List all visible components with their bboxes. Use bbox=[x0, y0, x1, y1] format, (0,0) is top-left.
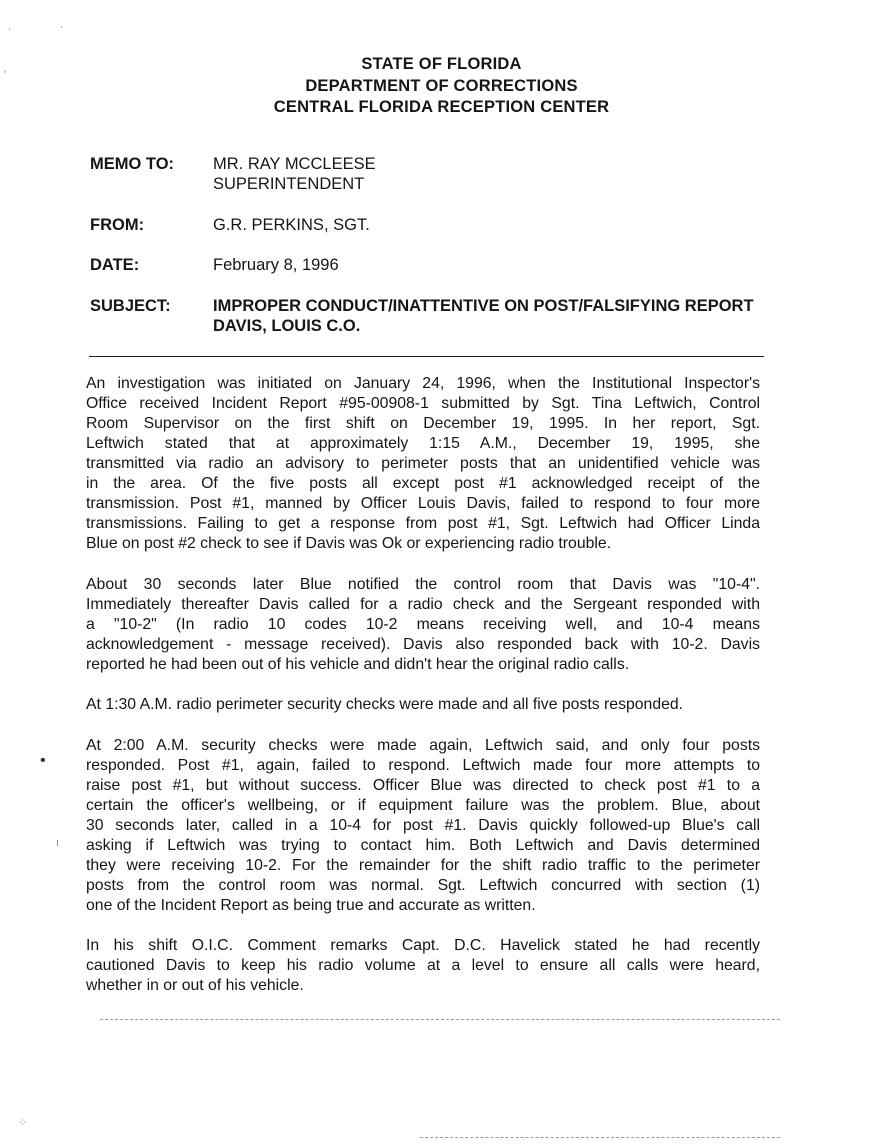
paragraph-line: Leftwich stated that at approximately 1:15 A.M., December 19, 1995, she bbox=[86, 435, 760, 452]
paragraph-line: responded. Post #1, again, failed to respond. Leftwich made four more attempts to bbox=[86, 757, 760, 774]
paragraph-line: a "10-2" (In radio 10 codes 10-2 means receiving well, and 10-4 means bbox=[86, 616, 760, 633]
bottom-divider bbox=[420, 1137, 780, 1138]
memo-subject-line1: IMPROPER CONDUCT/INATTENTIVE ON POST/FALSIFYING REPORT bbox=[213, 297, 754, 315]
paragraph-4 bbox=[86, 736, 760, 916]
paragraph-line: asking if Leftwich was trying to contact him. Both Leftwich and Davis determined bbox=[86, 837, 760, 854]
paragraph-line: transmitted via radio an advisory to perimeter posts that an unidentified vehicle was bbox=[86, 455, 760, 472]
paragraph-3 bbox=[86, 695, 760, 715]
memo-to-label: MEMO TO: bbox=[90, 155, 175, 173]
paragraph-line: An investigation was initiated on January 24, 1996, when the Institutional Inspector's bbox=[86, 375, 760, 392]
paragraph-line: Office received Incident Report #95-00908-1 submitted by Sgt. Tina Leftwich, Control bbox=[86, 395, 760, 412]
paragraph-2 bbox=[86, 575, 760, 675]
paragraph-line: In his shift O.I.C. Comment remarks Capt. D.C. Havelick stated he had recently bbox=[86, 937, 760, 954]
memo-date-label: DATE: bbox=[90, 256, 140, 274]
memo-subject-label: SUBJECT: bbox=[90, 297, 171, 315]
paragraph-line: acknowledgement - message received). Davis also responded back with 10-2. Davis bbox=[86, 636, 760, 653]
memo-to-name: MR. RAY MCCLEESE bbox=[213, 155, 376, 173]
paragraph-line: in the area. Of the five posts all except post #1 acknowledged receipt of the bbox=[86, 475, 760, 492]
scan-speck: . bbox=[60, 19, 64, 31]
scan-speck: ' bbox=[4, 69, 7, 81]
letterhead-department: DEPARTMENT OF CORRECTIONS bbox=[305, 77, 578, 95]
paragraph-line: transmissions. Failing to get a response from post #1, Sgt. Leftwich had Officer Linda bbox=[86, 515, 760, 532]
letterhead-state: STATE OF FLORIDA bbox=[361, 55, 522, 73]
paragraph-line: posts from the control room was normal. Sgt. Leftwich concurred with section (1) bbox=[86, 877, 760, 894]
footer-divider bbox=[100, 1019, 780, 1020]
paragraph-line: transmission. Post #1, manned by Officer Louis Davis, failed to respond to four more bbox=[86, 495, 760, 512]
memo-subject-line2: DAVIS, LOUIS C.O. bbox=[213, 317, 361, 335]
paragraph-line: Blue on post #2 check to see if Davis was Ok or experiencing radio trouble. bbox=[86, 535, 612, 552]
paragraph-line: 30 seconds later, called in a 10-4 for post #1. Davis quickly followed-up Blue's call bbox=[86, 817, 760, 834]
paragraph-line: reported he had been out of his vehicle and didn't hear the original radio calls. bbox=[86, 656, 630, 673]
paragraph-5 bbox=[86, 936, 760, 996]
letterhead-center: CENTRAL FLORIDA RECEPTION CENTER bbox=[273, 98, 610, 116]
scan-speck: . bbox=[8, 21, 12, 33]
paragraph-line: they were receiving 10-2. For the remainder for the shift radio traffic to the perimeter bbox=[86, 857, 760, 874]
memo-date-value: February 8, 1996 bbox=[213, 256, 339, 274]
paragraph-line: Immediately thereafter Davis called for a radio check and the Sergeant responded with bbox=[86, 596, 760, 613]
paragraph-line: certain the officer's wellbeing, or if equipment failure was the problem. Blue, about bbox=[86, 797, 760, 814]
paragraph-line: cautioned Davis to keep his radio volume at a level to ensure all calls were heard, bbox=[86, 957, 760, 974]
paragraph-line: one of the Incident Report as being true and accurate as written. bbox=[86, 897, 536, 914]
scan-speck: ı bbox=[56, 837, 60, 849]
paragraph-line: At 2:00 A.M. security checks were made again, Leftwich said, and only four posts bbox=[86, 737, 760, 754]
paragraph-line: raise post #1, but without success. Officer Blue was directed to check post #1 to a bbox=[86, 777, 760, 794]
paragraph-line: About 30 seconds later Blue notified the control room that Davis was "10-4". bbox=[86, 576, 760, 593]
memo-from-label: FROM: bbox=[90, 216, 145, 234]
paragraph-1 bbox=[86, 374, 760, 554]
scan-speck: ⁘ bbox=[18, 1117, 28, 1129]
header-divider bbox=[89, 356, 764, 357]
paragraph-line: At 1:30 A.M. radio perimeter security checks were made and all five posts responded. bbox=[86, 696, 684, 713]
scan-speck: • bbox=[40, 752, 46, 769]
memo-to-title: SUPERINTENDENT bbox=[213, 175, 365, 193]
memo-from-value: G.R. PERKINS, SGT. bbox=[213, 216, 370, 234]
paragraph-line: whether in or out of his vehicle. bbox=[86, 977, 304, 994]
paragraph-line: Room Supervisor on the first shift on December 19, 1995. In her report, Sgt. bbox=[86, 415, 760, 432]
